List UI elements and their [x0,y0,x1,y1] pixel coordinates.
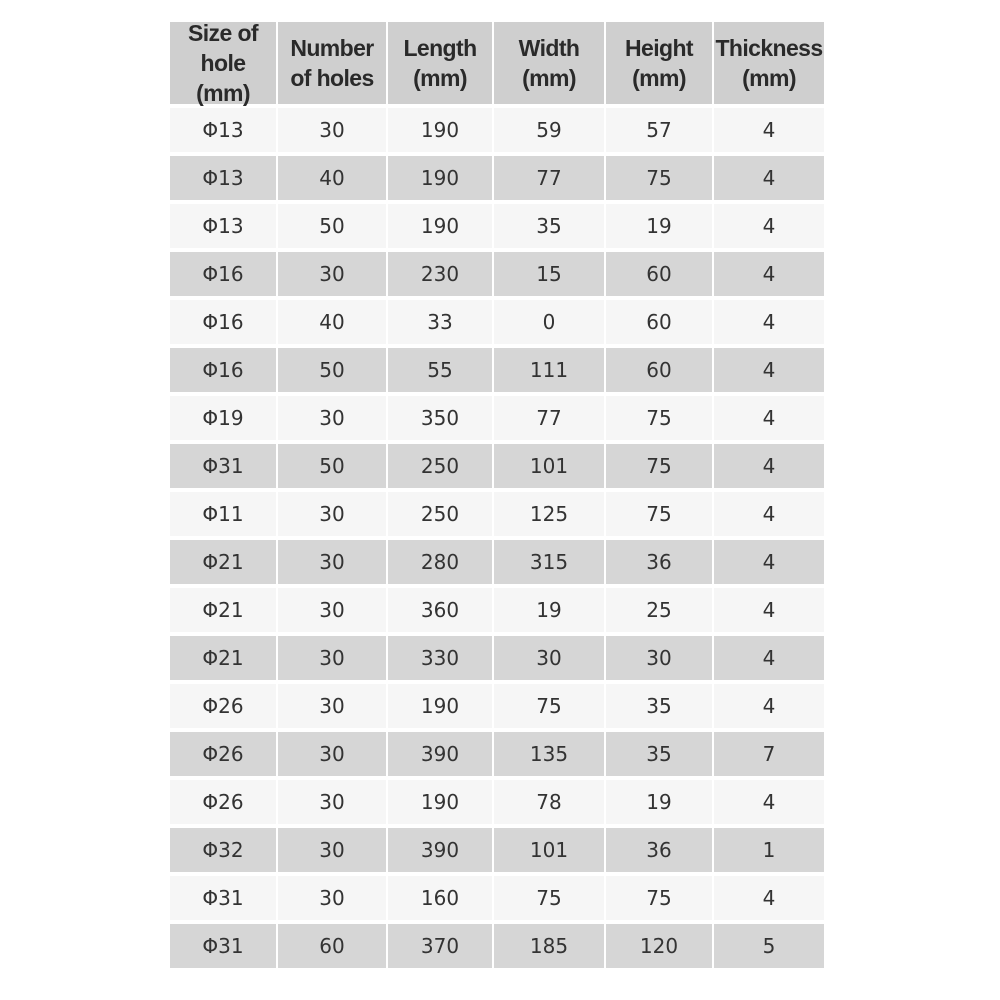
length-cell: 190 [388,156,492,200]
height-cell: 60 [606,348,712,392]
hole-count-cell: 30 [278,780,386,824]
width-cell: 75 [494,876,604,920]
width-cell: 77 [494,156,604,200]
thickness-cell: 4 [714,252,824,296]
length-cell: 250 [388,444,492,488]
hole-size-cell: Φ26 [170,780,276,824]
height-cell: 19 [606,780,712,824]
width-cell: 101 [494,828,604,872]
length-cell: 370 [388,924,492,968]
length-cell: 250 [388,492,492,536]
width-cell: 59 [494,108,604,152]
height-cell: 36 [606,828,712,872]
thickness-cell: 4 [714,636,824,680]
width-cell: 35 [494,204,604,248]
thickness-cell: 5 [714,924,824,968]
length-cell: 160 [388,876,492,920]
length-cell: 190 [388,108,492,152]
hole-count-cell: 40 [278,156,386,200]
thickness-cell: 4 [714,876,824,920]
header-length: Length (mm) [388,22,492,104]
thickness-cell: 4 [714,204,824,248]
hole-size-cell: Φ26 [170,732,276,776]
hole-size-cell: Φ21 [170,540,276,584]
hole-size-cell: Φ21 [170,588,276,632]
hole-size-cell: Φ31 [170,876,276,920]
hole-count-cell: 50 [278,204,386,248]
width-cell: 15 [494,252,604,296]
spec-table [170,22,826,968]
hole-count-cell: 30 [278,588,386,632]
hole-count-cell: 50 [278,444,386,488]
width-cell: 19 [494,588,604,632]
hole-count-cell: 30 [278,108,386,152]
thickness-cell: 4 [714,588,824,632]
hole-count-cell: 30 [278,732,386,776]
hole-size-cell: Φ31 [170,924,276,968]
height-cell: 60 [606,252,712,296]
width-cell: 101 [494,444,604,488]
width-cell: 135 [494,732,604,776]
length-cell: 190 [388,780,492,824]
thickness-cell: 4 [714,684,824,728]
hole-size-cell: Φ16 [170,300,276,344]
length-cell: 280 [388,540,492,584]
thickness-cell: 4 [714,444,824,488]
thickness-cell: 4 [714,108,824,152]
hole-count-cell: 30 [278,396,386,440]
hole-count-cell: 50 [278,348,386,392]
length-cell: 55 [388,348,492,392]
width-cell: 75 [494,684,604,728]
header-height: Height (mm) [606,22,712,104]
thickness-cell: 1 [714,828,824,872]
thickness-cell: 4 [714,540,824,584]
thickness-cell: 4 [714,780,824,824]
hole-count-cell: 30 [278,252,386,296]
hole-count-cell: 30 [278,684,386,728]
thickness-cell: 4 [714,348,824,392]
hole-count-cell: 30 [278,828,386,872]
width-cell: 0 [494,300,604,344]
hole-count-cell: 30 [278,876,386,920]
thickness-cell: 4 [714,156,824,200]
hole-count-cell: 30 [278,540,386,584]
hole-size-cell: Φ13 [170,156,276,200]
hole-size-cell: Φ13 [170,108,276,152]
height-cell: 19 [606,204,712,248]
length-cell: 190 [388,204,492,248]
height-cell: 36 [606,540,712,584]
height-cell: 35 [606,732,712,776]
header-width: Width (mm) [494,22,604,104]
width-cell: 78 [494,780,604,824]
height-cell: 75 [606,444,712,488]
length-cell: 230 [388,252,492,296]
header-hole-count: Number of holes [278,22,386,104]
width-cell: 125 [494,492,604,536]
hole-size-cell: Φ16 [170,348,276,392]
width-cell: 315 [494,540,604,584]
header-hole-size: Size of hole (mm) [170,22,276,104]
width-cell: 111 [494,348,604,392]
height-cell: 75 [606,396,712,440]
height-cell: 25 [606,588,712,632]
height-cell: 120 [606,924,712,968]
thickness-cell: 4 [714,492,824,536]
height-cell: 75 [606,876,712,920]
length-cell: 390 [388,828,492,872]
height-cell: 57 [606,108,712,152]
length-cell: 330 [388,636,492,680]
thickness-cell: 4 [714,300,824,344]
height-cell: 75 [606,156,712,200]
length-cell: 350 [388,396,492,440]
hole-size-cell: Φ13 [170,204,276,248]
height-cell: 60 [606,300,712,344]
hole-size-cell: Φ16 [170,252,276,296]
length-cell: 360 [388,588,492,632]
hole-count-cell: 30 [278,492,386,536]
hole-size-cell: Φ31 [170,444,276,488]
width-cell: 30 [494,636,604,680]
hole-count-cell: 60 [278,924,386,968]
thickness-cell: 7 [714,732,824,776]
hole-size-cell: Φ32 [170,828,276,872]
hole-size-cell: Φ21 [170,636,276,680]
height-cell: 75 [606,492,712,536]
width-cell: 185 [494,924,604,968]
length-cell: 390 [388,732,492,776]
height-cell: 35 [606,684,712,728]
height-cell: 30 [606,636,712,680]
width-cell: 77 [494,396,604,440]
hole-size-cell: Φ19 [170,396,276,440]
header-thickness: Thickness (mm) [714,22,824,104]
hole-count-cell: 40 [278,300,386,344]
hole-count-cell: 30 [278,636,386,680]
hole-size-cell: Φ26 [170,684,276,728]
length-cell: 33 [388,300,492,344]
length-cell: 190 [388,684,492,728]
thickness-cell: 4 [714,396,824,440]
hole-size-cell: Φ11 [170,492,276,536]
